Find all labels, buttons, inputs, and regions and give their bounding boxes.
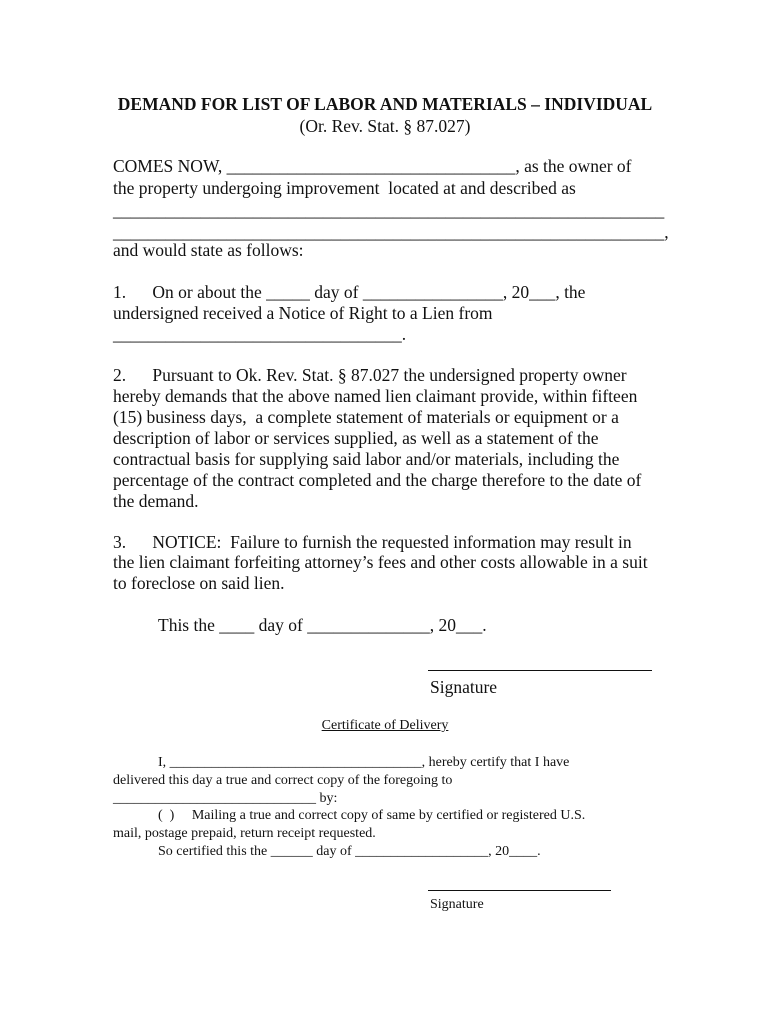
certificate-signature-line xyxy=(428,890,611,891)
paragraph-3-line-2: the lien claimant forfeiting attorney’s fees and other costs allowable in a suit xyxy=(113,552,648,572)
paragraph-2-line-6: percentage of the contract completed and the charge therefore to the date of xyxy=(113,470,642,490)
paragraph-2-line-4: description of labor or services supplied, as well as a statement of the xyxy=(113,428,599,448)
paragraph-3-line-3: to foreclose on said lien. xyxy=(113,573,285,593)
certificate-line-5: mail, postage prepaid, return receipt requested. xyxy=(113,826,376,841)
intro-blank-line-1: _______________________________________________________________ xyxy=(113,200,665,220)
intro-line-5: and would state as follows: xyxy=(113,240,304,260)
paragraph-1-line-3: _________________________________. xyxy=(113,324,407,344)
paragraph-2-line-3: (15) business days, a complete statement of materials or equipment or a xyxy=(113,407,619,427)
paragraph-1-line-1: 1. On or about the _____ day of ________________, 20___, the xyxy=(113,282,586,302)
certificate-heading: Certificate of Delivery xyxy=(321,718,449,733)
intro-line-2: the property undergoing improvement located at and described as xyxy=(113,178,576,198)
certificate-line-3: _____________________________ by: xyxy=(113,791,338,806)
dated-line: This the ____ day of ______________, 20___. xyxy=(158,615,487,635)
certificate-line-4: ( ) Mailing a true and correct copy of same by certified or registered U.S. xyxy=(158,808,586,823)
paragraph-2-line-5: contractual basis for supplying said labor and/or materials, including the xyxy=(113,449,620,469)
certificate-signature-label: Signature xyxy=(430,897,484,912)
signature-line xyxy=(428,670,652,671)
paragraph-1-line-2: undersigned received a Notice of Right to a Lien from xyxy=(113,303,493,323)
intro-line-1: COMES NOW, _________________________________, as the owner of xyxy=(113,156,632,176)
paragraph-2-line-2: hereby demands that the above named lien claimant provide, within fifteen xyxy=(113,386,638,406)
statute-subtitle: (Or. Rev. Stat. § 87.027) xyxy=(299,116,471,136)
certificate-line-6: So certified this the ______ day of ___________________, 20____. xyxy=(158,844,541,859)
signature-label: Signature xyxy=(430,677,498,697)
paragraph-2-line-1: 2. Pursuant to Ok. Rev. Stat. § 87.027 the undersigned property owner xyxy=(113,365,627,385)
paragraph-3-line-1: 3. NOTICE: Failure to furnish the requested information may result in xyxy=(113,532,632,552)
certificate-line-2: delivered this day a true and correct copy of the foregoing to xyxy=(113,773,453,788)
paragraph-2-line-7: the demand. xyxy=(113,491,199,511)
certificate-line-1: I, ____________________________________, hereby certify that I have xyxy=(158,755,570,770)
document-title: DEMAND FOR LIST OF LABOR AND MATERIALS – INDIVIDUAL xyxy=(117,94,653,114)
intro-blank-line-2: _______________________________________________________________, xyxy=(113,222,669,242)
